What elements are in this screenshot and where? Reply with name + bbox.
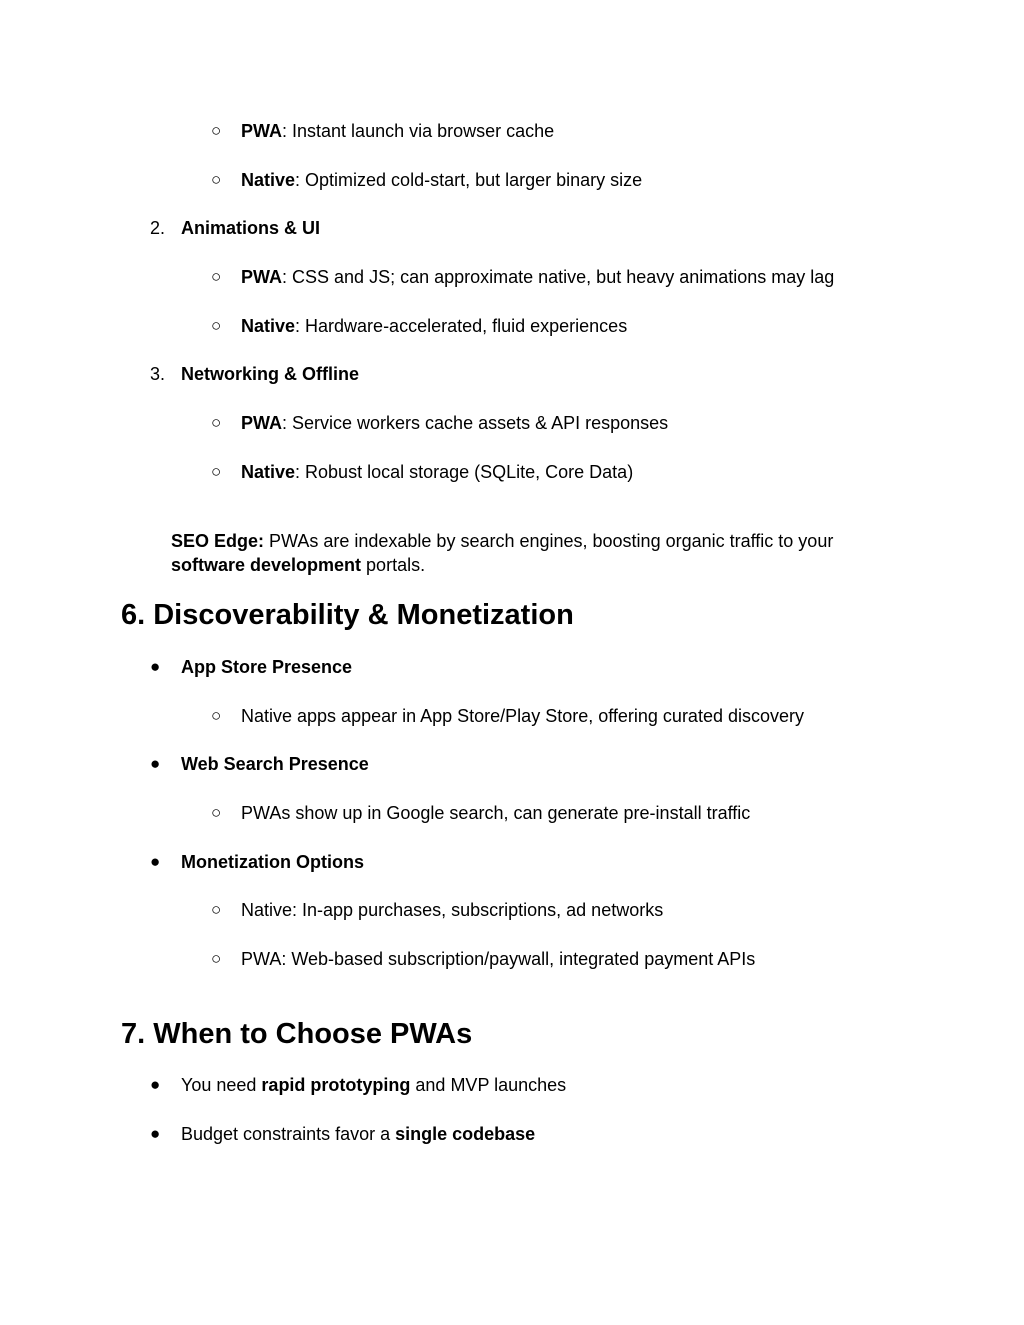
item-text-post: and MVP launches (410, 1075, 567, 1095)
filled-bullet: ● (150, 1075, 161, 1094)
item-text: : CSS and JS; can approximate native, but heavy animations may lag (282, 267, 835, 287)
filled-bullet: ● (150, 1124, 161, 1143)
list-item (241, 461, 633, 483)
circle-bullet: ○ (211, 706, 222, 725)
list-item-title: Networking & Offline (181, 364, 360, 384)
list-item: PWA: Web‑based subscription/paywall, integrated payment APIs (241, 949, 756, 969)
list-item (241, 169, 642, 191)
bullet-title: App Store Presence (181, 657, 353, 677)
item-text-pre: You need (181, 1075, 262, 1095)
list-item (241, 412, 668, 434)
filled-bullet: ● (150, 754, 161, 773)
item-text: : Service workers cache assets & API responses (282, 413, 669, 433)
item-label: PWA (241, 121, 283, 141)
list-item (181, 1074, 566, 1096)
item-bold-term: single codebase (395, 1124, 536, 1144)
bullet-title: Web Search Presence (181, 754, 369, 774)
circle-bullet: ○ (211, 121, 222, 140)
seo-edge-text-rest: portals. (361, 555, 426, 575)
item-text: : Instant launch via browser cache (282, 121, 555, 141)
list-item (241, 315, 627, 337)
bullet-title: Monetization Options (181, 852, 364, 872)
section-heading-when-to-choose: 7. When to Choose PWAs (121, 1018, 473, 1050)
seo-edge-text: PWAs are indexable by search engines, boosting organic traffic to your (264, 531, 834, 551)
section-heading-discoverability: 6. Discoverability & Monetization (121, 599, 574, 631)
item-label: PWA (241, 267, 283, 287)
list-number: 2. (150, 218, 166, 238)
circle-bullet: ○ (211, 267, 222, 286)
item-text: : Hardware‑accelerated, fluid experiences (295, 316, 628, 336)
circle-bullet: ○ (211, 170, 222, 189)
item-text: : Robust local storage (SQLite, Core Data) (295, 462, 634, 482)
circle-bullet: ○ (211, 803, 222, 822)
list-number: 3. (150, 364, 166, 384)
circle-bullet: ○ (211, 413, 222, 432)
seo-edge-bold-term: software development (171, 555, 362, 575)
list-item: Native apps appear in App Store/Play Store, offering curated discovery (241, 706, 804, 726)
list-item: PWAs show up in Google search, can generate pre‑install traffic (241, 803, 751, 823)
item-text: : Optimized cold‑start, but larger binary size (295, 170, 643, 190)
list-item-title: Animations & UI (181, 218, 321, 238)
filled-bullet: ● (150, 852, 161, 871)
filled-bullet: ● (150, 657, 161, 676)
list-item (181, 1123, 535, 1145)
item-bold-term: rapid prototyping (261, 1075, 411, 1095)
list-item (241, 120, 554, 142)
seo-edge-paragraph-line-2 (171, 554, 425, 576)
item-label: Native (241, 462, 296, 482)
list-item: Native: In‑app purchases, subscriptions, ad networks (241, 900, 664, 920)
circle-bullet: ○ (211, 949, 222, 968)
circle-bullet: ○ (211, 316, 222, 335)
item-label: PWA (241, 413, 283, 433)
list-item (241, 266, 834, 288)
item-text-pre: Budget constraints favor a (181, 1124, 396, 1144)
item-label: Native (241, 170, 296, 190)
circle-bullet: ○ (211, 462, 222, 481)
circle-bullet: ○ (211, 900, 222, 919)
seo-edge-label: SEO Edge: (171, 531, 265, 551)
item-label: Native (241, 316, 296, 336)
seo-edge-paragraph-line-1 (171, 530, 833, 552)
